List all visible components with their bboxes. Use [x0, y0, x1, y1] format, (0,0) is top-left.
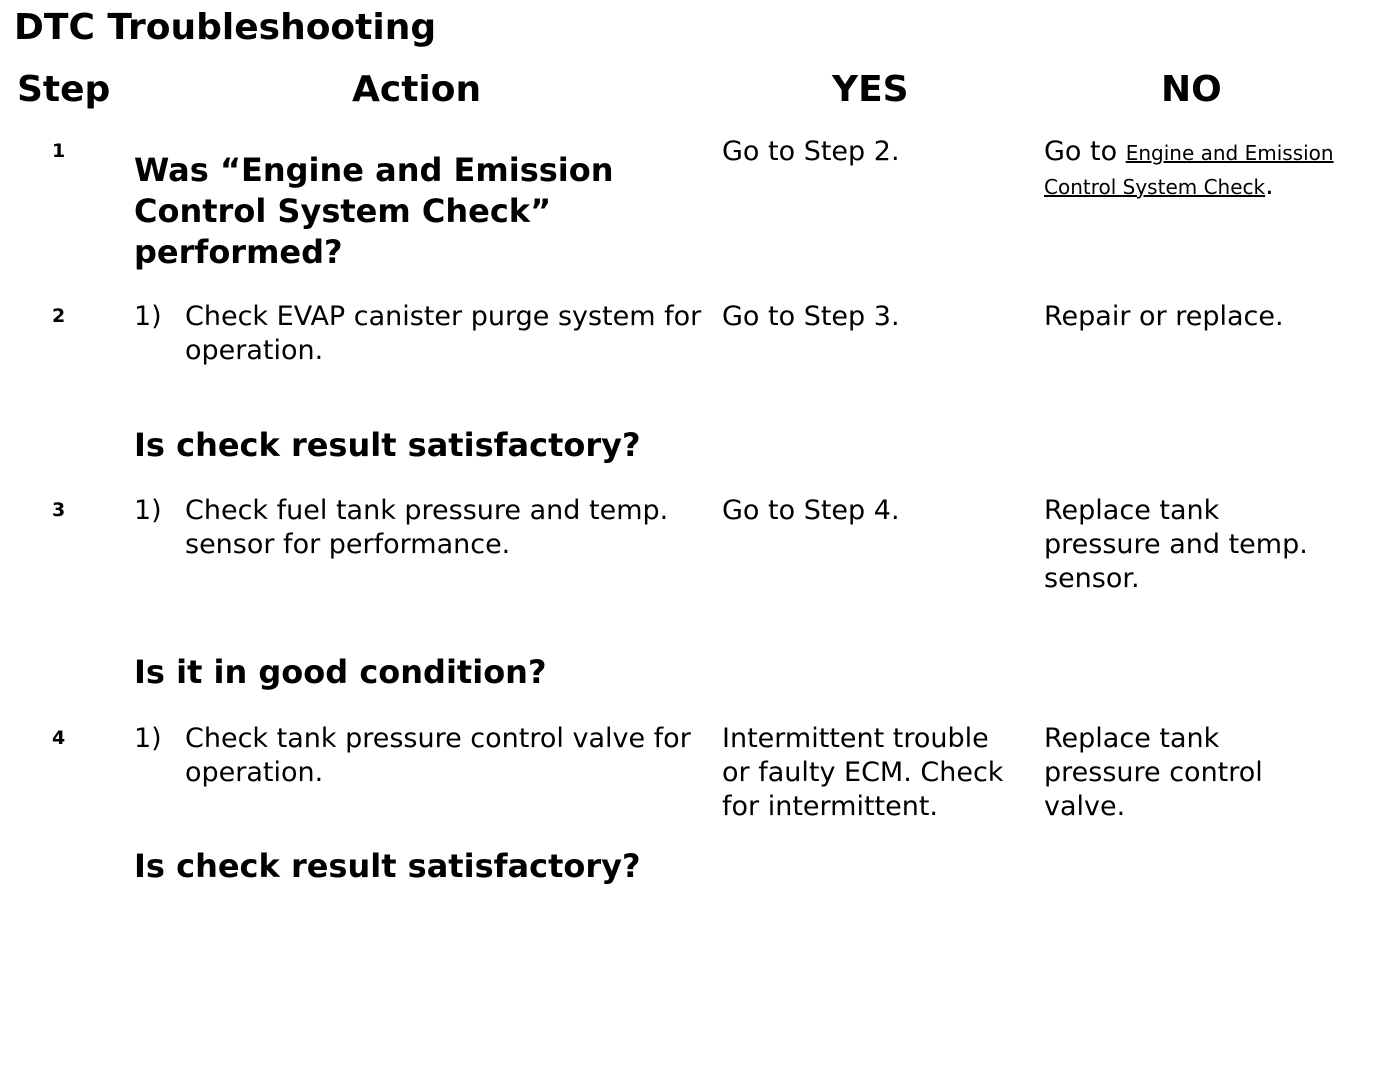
column-header-step: Step: [17, 69, 111, 110]
action-item-text: Check tank pressure control valve for operation.: [185, 723, 691, 788]
step-question: Is it in good condition?: [134, 653, 547, 691]
no-outcome-suffix: .: [1265, 170, 1274, 201]
step-question: Is check result satisfactory?: [134, 847, 641, 885]
action-item-number: 1): [134, 723, 162, 754]
column-header-yes: YES: [832, 69, 909, 110]
step-number: 3: [52, 499, 66, 521]
no-outcome: Replace tank pressure control valve.: [1044, 723, 1263, 822]
no-outcome-prefix: Go to: [1044, 136, 1126, 167]
engine-emission-check-link[interactable]: Engine and Emission Control System Check: [1044, 141, 1334, 199]
no-outcome: Repair or replace.: [1044, 301, 1284, 332]
action-item-text: Check fuel tank pressure and temp. sensor for performance.: [185, 495, 669, 560]
column-header-no: NO: [1161, 69, 1222, 110]
yes-outcome: Intermittent trouble or faulty ECM. Check for intermittent.: [722, 723, 1004, 822]
step-question: Is check result satisfactory?: [134, 426, 641, 464]
step-number: 2: [52, 305, 66, 327]
action-item-number: 1): [134, 495, 162, 526]
yes-outcome: Go to Step 2.: [722, 136, 900, 167]
page-title: DTC Troubleshooting: [14, 7, 437, 48]
action-item-text: Check EVAP canister purge system for operation.: [185, 301, 702, 366]
action-item-number: 1): [134, 301, 162, 332]
yes-outcome: Go to Step 4.: [722, 495, 900, 526]
yes-outcome: Go to Step 3.: [722, 301, 900, 332]
no-outcome: Replace tank pressure and temp. sensor.: [1044, 495, 1308, 594]
step-number: 4: [52, 727, 66, 749]
no-outcome: [1044, 135, 1334, 203]
column-header-action: Action: [352, 69, 482, 110]
step-number: 1: [52, 140, 66, 162]
step-question: Was “Engine and Emission Control System Check” performed?: [134, 151, 614, 271]
